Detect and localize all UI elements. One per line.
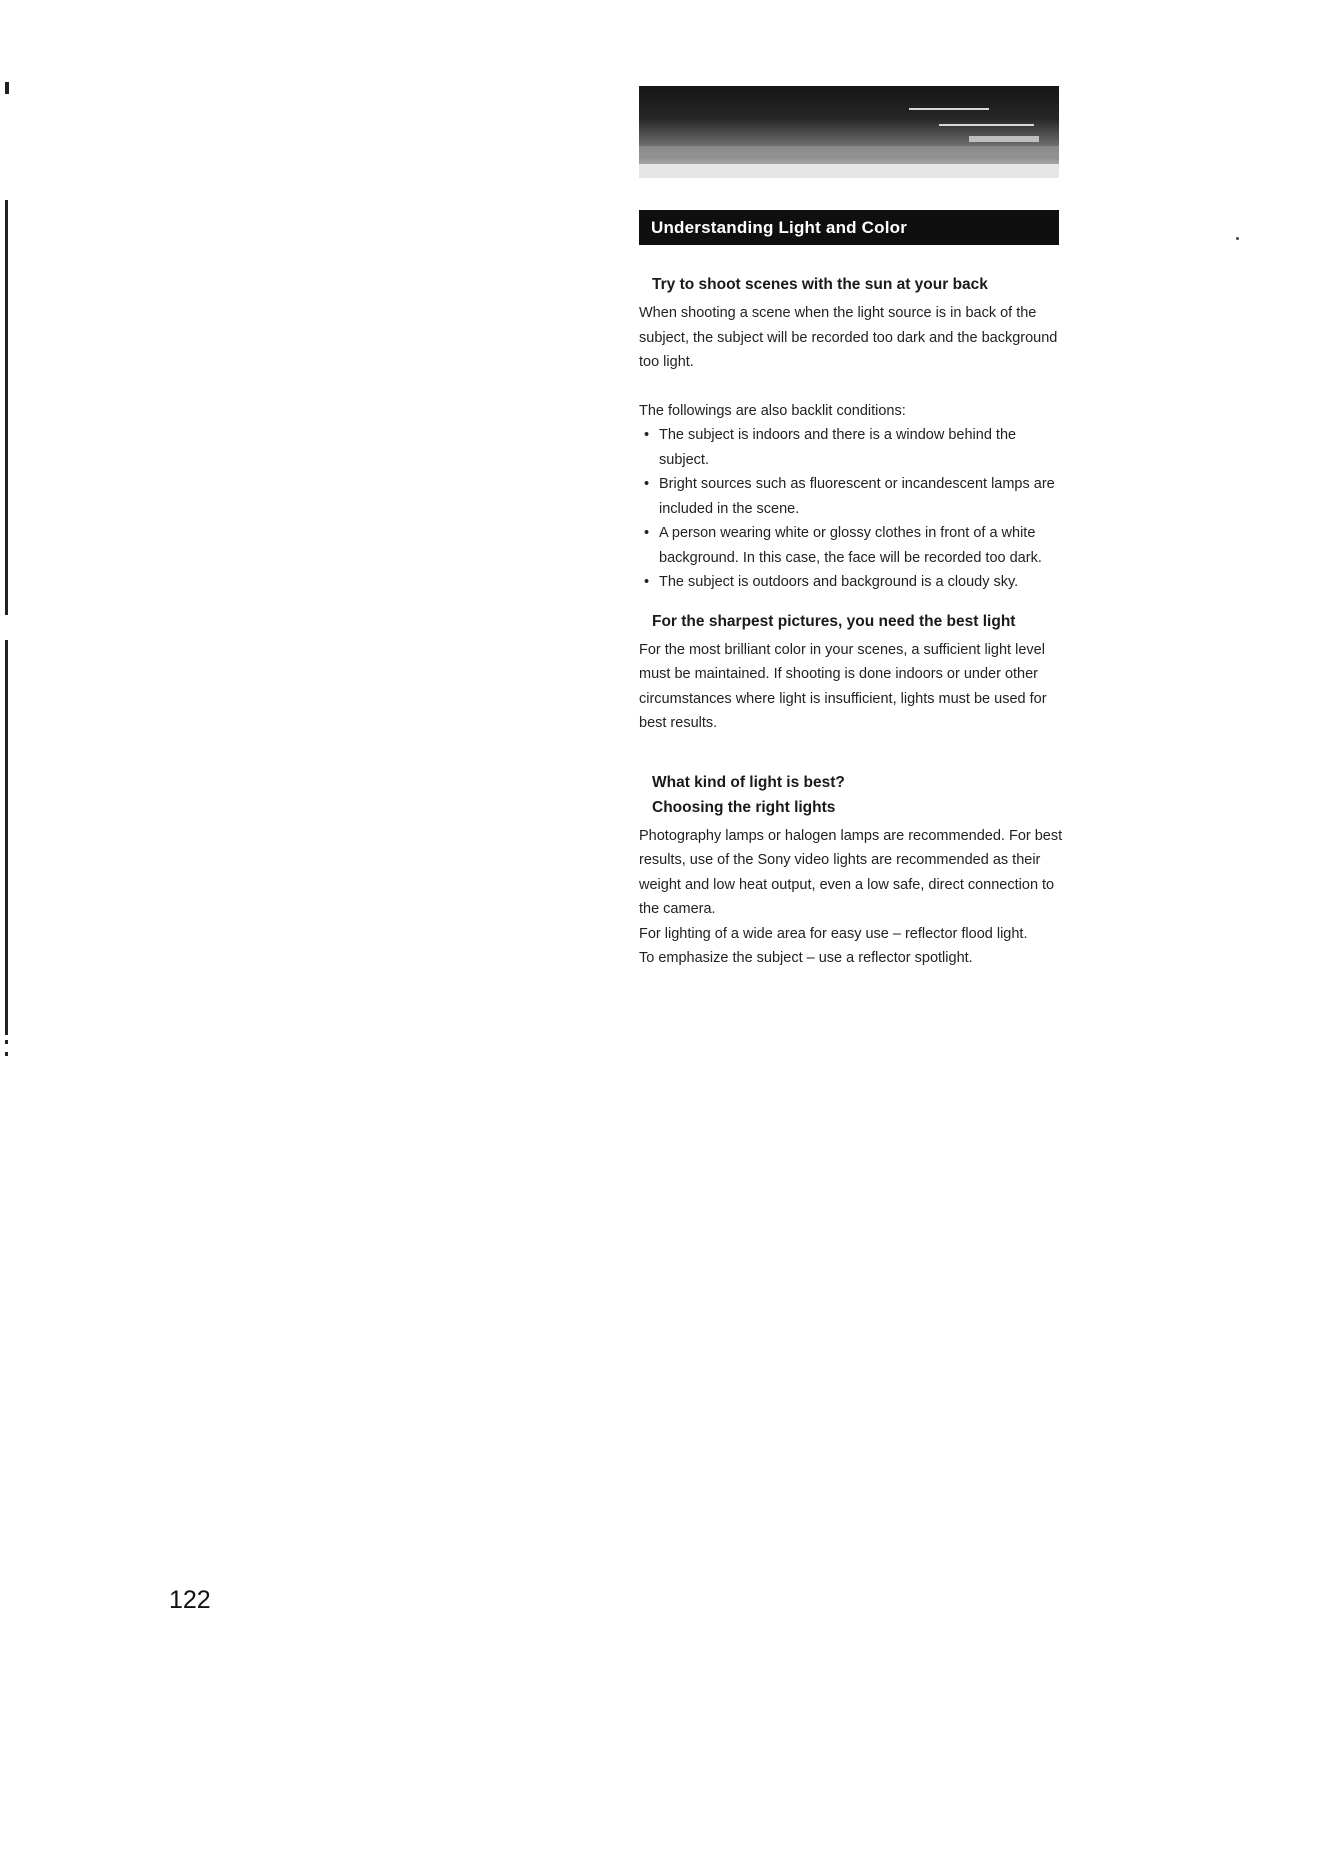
list-item: For lighting of a wide area for easy use – reflector flood light.	[639, 925, 1028, 942]
crop-mark	[5, 82, 9, 94]
page-number: 122	[169, 1586, 211, 1614]
binding-edge-mark	[5, 1040, 8, 1044]
list-item: • A person wearing white or glossy clothes in front of a white background. In this case, the face will be recorded too dark.	[639, 521, 1064, 570]
header-photo	[639, 86, 1059, 178]
heading-what-light: What kind of light is best?	[652, 773, 845, 791]
list-item: To emphasize the subject – use a reflector spotlight.	[639, 950, 973, 966]
section-title: Understanding Light and Color	[651, 218, 908, 237]
list-item: • The subject is indoors and there is a window behind the subject.	[639, 423, 1064, 472]
paragraph-backlight: When shooting a scene when the light source is in back of the subject, the subject will be recorded too dark and the background too light.	[639, 305, 1058, 370]
heading-choosing-lights: Choosing the right lights	[652, 798, 836, 816]
section-title-bar	[639, 210, 1059, 245]
backlit-conditions-list	[639, 423, 1064, 595]
scan-speck	[1236, 237, 1239, 240]
binding-edge-mark	[5, 640, 8, 1035]
paragraph-light-level: For the most brilliant color in your scenes, a sufficient light level must be maintained. If shooting is done indoors or under other circumstances where light is insufficient, lights must be used for best results.	[639, 641, 1047, 731]
backlit-intro: The followings are also backlit conditions:	[639, 402, 906, 419]
page-content	[639, 272, 1064, 971]
binding-edge-mark	[5, 1052, 8, 1056]
list-item: • The subject is outdoors and background is a cloudy sky.	[639, 570, 1064, 595]
list-item: • Bright sources such as fluorescent or incandescent lamps are included in the scene.	[639, 472, 1064, 521]
binding-edge-mark	[5, 200, 8, 615]
heading-sun-at-back: Try to shoot scenes with the sun at your back	[652, 276, 988, 293]
paragraph-lamps: Photography lamps or halogen lamps are recommended. For best results, use of the Sony video lights are recommended as their weight and low heat output, even a low safe, direct connection to the camera.	[639, 827, 1063, 917]
heading-best-light: For the sharpest pictures, you need the best light	[652, 612, 1016, 630]
